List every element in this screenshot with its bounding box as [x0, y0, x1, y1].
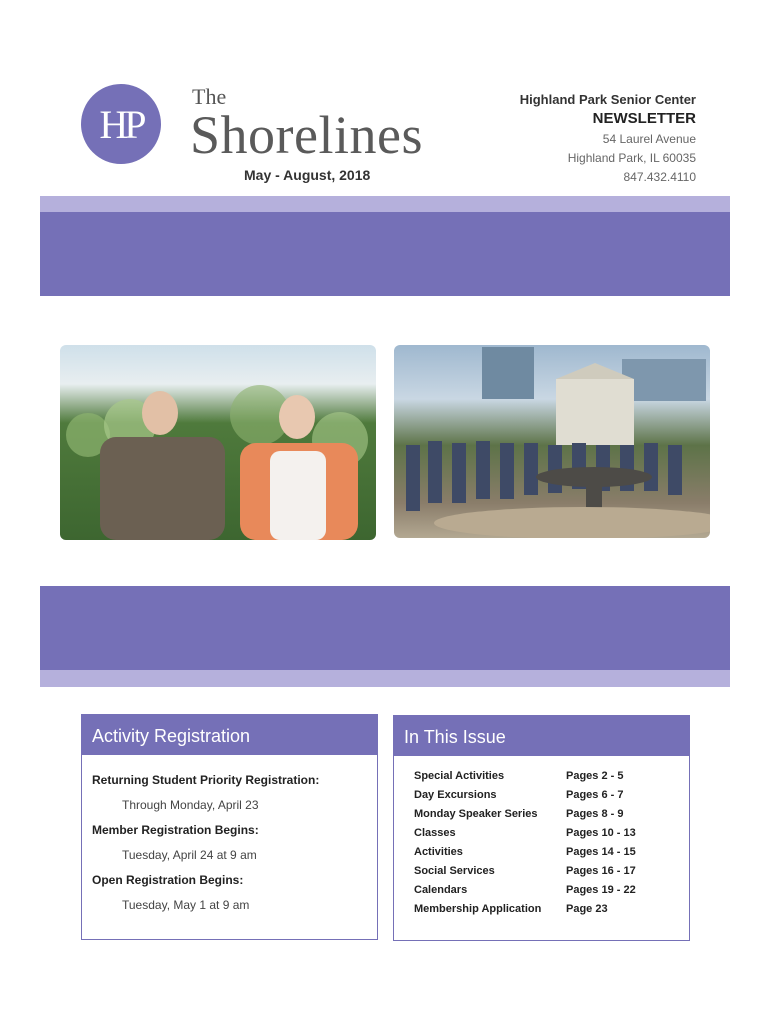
registration-value: Through Monday, April 23: [122, 798, 259, 812]
phone: 847.432.4110: [623, 170, 696, 184]
issue-pages: Pages 8 - 9: [566, 807, 624, 820]
issue-section: Special Activities: [414, 769, 505, 782]
issue-section: Day Excursions: [414, 788, 497, 801]
issue-pages: Pages 6 - 7: [566, 788, 624, 801]
org-name: Highland Park Senior Center: [519, 92, 696, 107]
issue-pages: Pages 14 - 15: [566, 845, 636, 858]
org-info: [520, 92, 696, 184]
issue-pages: Page 23: [566, 902, 608, 915]
address-line1: 54 Laurel Avenue: [602, 132, 696, 146]
table-row: [414, 842, 636, 861]
issue-heading: In This Issue: [394, 716, 689, 756]
issue-dates: May - August, 2018: [244, 167, 371, 183]
table-row: [414, 804, 636, 823]
top-band-light: [40, 196, 730, 212]
issue-section: Calendars: [414, 883, 468, 896]
registration-label: Member Registration Begins:: [92, 823, 259, 837]
issue-section: Classes: [414, 826, 456, 839]
address-line2: Highland Park, IL 60035: [567, 151, 696, 165]
table-row: [414, 823, 636, 842]
registration-heading: Activity Registration: [82, 715, 377, 755]
table-row: [414, 785, 636, 804]
couple-photo-icon: [60, 345, 376, 540]
in-this-issue-box: [393, 715, 690, 941]
group-photo-icon: [394, 345, 710, 538]
issue-pages: Pages 10 - 13: [566, 826, 636, 839]
logo-text: HP: [99, 101, 143, 147]
issue-table: [414, 766, 636, 918]
registration-value: Tuesday, April 24 at 9 am: [122, 848, 257, 862]
top-band-dark: [40, 212, 730, 296]
newsletter-label: NEWSLETTER: [592, 110, 696, 127]
issue-pages: Pages 16 - 17: [566, 864, 636, 877]
issue-pages: Pages 19 - 22: [566, 883, 636, 896]
registration-label: Open Registration Begins:: [92, 873, 244, 887]
table-row: [414, 766, 636, 785]
table-row: [414, 880, 636, 899]
issue-section: Membership Application: [414, 902, 542, 915]
activity-registration-box: [81, 714, 378, 940]
issue-section: Monday Speaker Series: [414, 807, 538, 820]
registration-value: Tuesday, May 1 at 9 am: [122, 898, 250, 912]
bottom-band-light: [40, 670, 730, 687]
table-row: [414, 899, 636, 918]
logo-icon: [81, 84, 161, 164]
title-prefix: The: [192, 84, 227, 109]
page-title: Shorelines: [190, 105, 423, 165]
issue-section: Social Services: [414, 864, 495, 877]
bottom-band-dark: [40, 586, 730, 670]
group-photo: [394, 345, 710, 538]
registration-label: Returning Student Priority Registration:: [92, 773, 320, 787]
table-row: [414, 861, 636, 880]
issue-pages: Pages 2 - 5: [566, 769, 624, 782]
couple-photo: [60, 345, 376, 540]
issue-section: Activities: [414, 845, 463, 858]
